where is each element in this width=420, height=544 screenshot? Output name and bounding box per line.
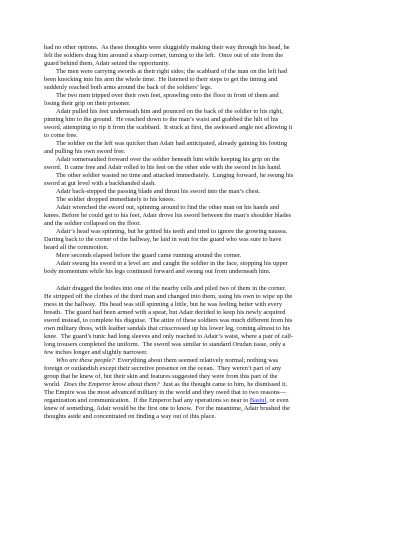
- place-name-link[interactable]: Bastul: [249, 397, 267, 405]
- text-line: He stripped off the clothes of the third man and changed into them, using his own to wipe up the: [44, 292, 293, 300]
- text-line: knew of something, Adair would be the first one to know. For the meantime, Adair brushed the: [44, 405, 290, 413]
- text-line: knee. The guard’s tunic had long sleeves and only reached to Adair’s waist, where a pair of calf-: [44, 333, 294, 341]
- text-line: thoughts aside and concentrated on finding a way out of this place.: [44, 413, 216, 421]
- text-line: pinning him to the ground. He reached down to the man’s waist and grabbed the hilt of his: [44, 116, 279, 124]
- paragraph-spacer: [44, 276, 380, 285]
- document-page: [44, 44, 380, 421]
- text-line: mess in the hallway. His head was still spinning a little, but he was feeling better with every: [44, 300, 283, 308]
- text-line: [44, 381, 380, 389]
- text-line: few inches longer and slightly narrower.: [44, 349, 148, 357]
- text-line: sword at gut level with a backhanded slash.: [44, 180, 156, 188]
- text-line: and pulling his own sword free.: [44, 148, 126, 156]
- text-line: foreign or outlandish except their secretive presence on the ocean. They weren’t part of any: [44, 365, 282, 373]
- text-line: long trousers completed the uniform. The sword was similar to standard Orudan issue, only a: [44, 341, 286, 349]
- text-segment: world.: [44, 381, 64, 389]
- text-line: guard behind them, Adair seized the opportunity.: [44, 60, 170, 68]
- text-line: [44, 397, 380, 405]
- text-line: The two men tripped over their own feet, sprawling onto the floor in front of them and: [56, 92, 279, 100]
- text-line: Darting back to the corner of the hallway, he laid in wait for the guard who was sure to have: [44, 236, 282, 244]
- text-line: felt the soldiers drag him around a sharp corner, turning to the left. Once out of site from the: [44, 52, 284, 60]
- italic-thought: Who are these people?: [56, 357, 115, 365]
- text-line: losing their grip on their prisoner.: [44, 100, 131, 108]
- text-line: Adair dragged the bodies into one of the nearby cells and piled two of them in the corner.: [56, 284, 286, 292]
- text-line: suddenly reached both arms around the back of the soldiers’ legs.: [44, 84, 213, 92]
- text-line: Adair’s head was spinning, but he gritted his teeth and tried to ignore the growing nausea.: [56, 228, 288, 236]
- text-segment: Just as the thought came to him, he dismissed it.: [159, 381, 288, 389]
- text-line: been knocking into his arm the whole time. He listened to their steps to get the timing and: [44, 76, 278, 84]
- text-line: The men were carrying swords at their right sides; the scabbard of the man on the left had: [56, 68, 288, 76]
- text-line: knees. Before he could get to his feet, Adair drove his sword between the man’s shoulder blades: [44, 212, 292, 220]
- text-line: The Empire was the most advanced military in the world and they owed that to two reasons—: [44, 389, 287, 397]
- text-line: body momentum while his legs continued forward and swung out from underneath him.: [44, 268, 271, 276]
- text-segment: organization and communication. If the Emperor had any operations so near to: [44, 397, 250, 405]
- text-line: Mere seconds elapsed before the guard came running around the corner.: [56, 252, 242, 260]
- text-line: sword instead, to complete his disguise. The attire of these soldiers was much different from his: [44, 317, 293, 325]
- text-line: The soldier on the left was quicker than Adair had anticipated, already gaining his footing: [56, 140, 288, 148]
- text-line: breath. The guard had been armed with a spear, but Adair decided to keep his newly acquired: [44, 309, 286, 316]
- text-line: Adair pulled his feet underneath him and pounced on the back of the soldier to his right,: [56, 108, 283, 116]
- text-line: own military dress, with leather sandals that crisscrossed up his lower leg, coming almost to his: [44, 325, 291, 333]
- text-line: The soldier dropped immediately to his knees.: [56, 196, 176, 204]
- text-line: had no other options. As these thoughts were sluggishly making their way through his head, he: [44, 44, 290, 51]
- text-line: Adair somersaulted forward over the soldier beneath him while keeping his grip on the: [56, 156, 280, 164]
- text-segment: Everything about them seemed relatively normal; nothing was: [114, 357, 279, 365]
- text-line: The other soldier wasted no time and attacked immediately. Lunging forward, he swung his: [56, 172, 294, 180]
- text-line: to come free.: [44, 132, 78, 140]
- text-line: and the soldier collapsed on the floor.: [44, 220, 141, 228]
- text-line: sword, attempting to rip it from the scabbard. It stuck at first, the awkward angle not allowing it: [44, 124, 293, 132]
- text-line: Adair swung his sword in a level arc and caught the soldier in the face, stopping his upper: [56, 260, 288, 268]
- text-line: sword. It came free and Adair rolled to his feet on the other side with the sword in his hand.: [44, 164, 282, 172]
- text-line: Adair back-stepped the passing blade and thrust his sword into the man’s chest.: [56, 188, 261, 196]
- text-line: group that he knew of, but their skin and features suggested they were from this part of the: [44, 373, 278, 381]
- italic-thought: Does the Emperor know about them?: [63, 381, 160, 389]
- text-line: Adair wrenched the sword out, spinning around to find the other man on his hands and: [56, 204, 280, 212]
- text-segment: , or even: [266, 397, 289, 405]
- text-line: [44, 357, 380, 365]
- text-line: heard all the commotion.: [44, 244, 109, 252]
